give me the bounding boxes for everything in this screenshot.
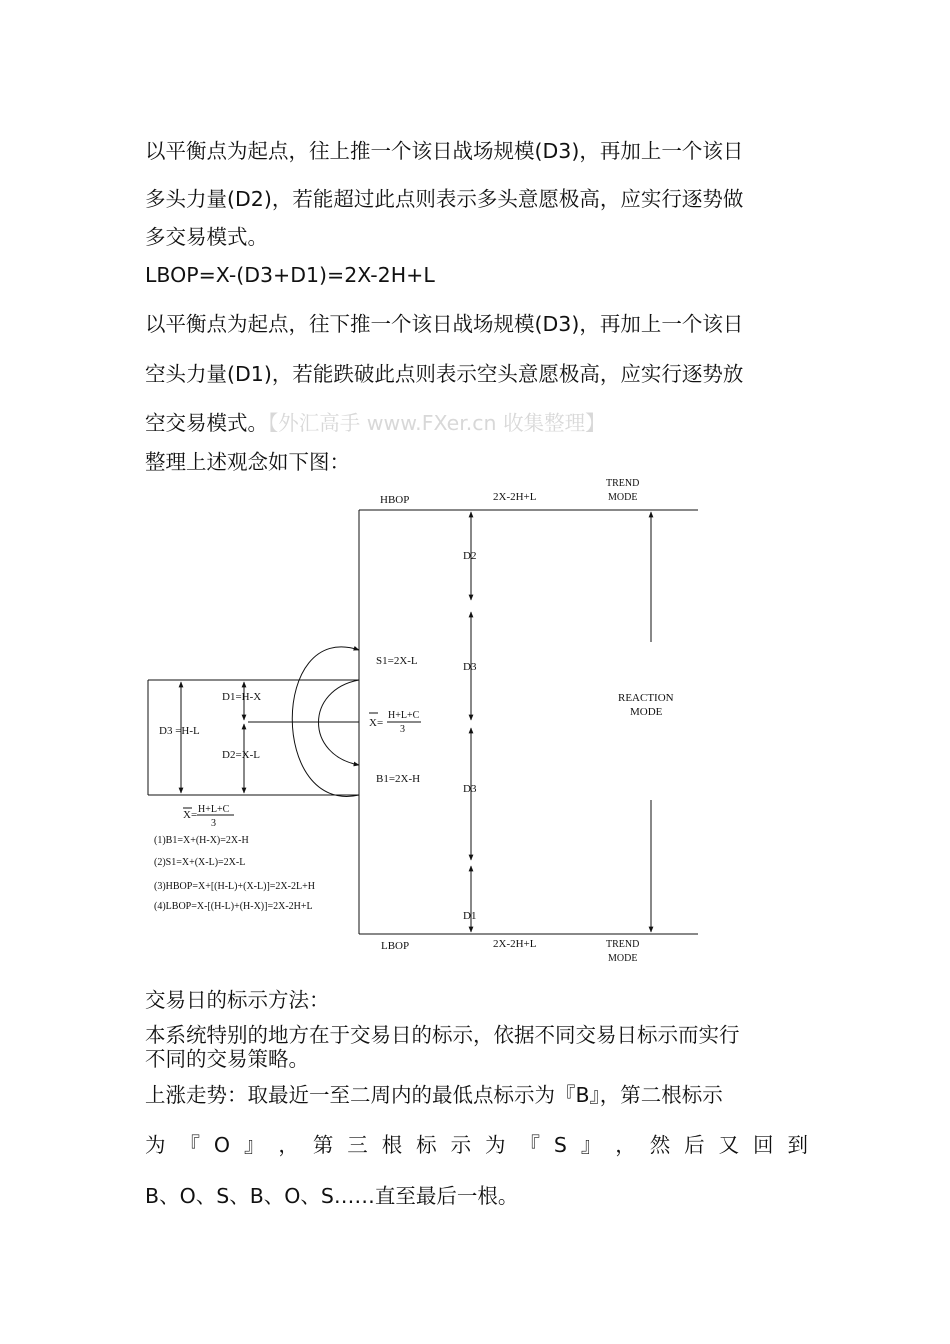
char: ，: [615, 1133, 636, 1157]
char: 后: [684, 1133, 705, 1157]
char: 根: [381, 1133, 403, 1157]
char: 然: [649, 1133, 671, 1157]
d1-center-label: D1: [463, 910, 477, 922]
paragraph-line: 多头力量(D2)，若能超过此点则表示多头意愿极高，应实行逐势做: [145, 187, 744, 211]
paragraph-line: 以平衡点为起点，往上推一个该日战场规模(D3)，再加上一个该日: [145, 139, 744, 163]
xbar-numerator: H+L+C: [388, 710, 420, 721]
d3-left-label: D3 =H-L: [159, 725, 200, 737]
trend-mode-bottom-line2: MODE: [608, 953, 638, 964]
char: 回: [753, 1133, 774, 1157]
char: O: [213, 1133, 231, 1157]
reaction-mode-line1: REACTION: [618, 692, 674, 704]
xbar-left-symbol: X=: [183, 809, 198, 821]
char: 『: [179, 1133, 200, 1157]
paragraph-line: 多交易模式。: [145, 225, 268, 249]
char: 为: [485, 1133, 506, 1157]
paragraph-line: 空头力量(D1)，若能跌破此点则表示空头意愿极高，应实行逐势放: [145, 362, 744, 386]
paragraph-line: 上涨走势：取最近一至二周内的最低点标示为『B』，第二根标示: [145, 1083, 723, 1107]
section-title: 交易日的标示方法：: [145, 988, 330, 1012]
xbar-left-denominator: 3: [211, 818, 216, 829]
hbop-label: HBOP: [380, 494, 410, 506]
d1-left-label: D1=H-X: [222, 691, 262, 703]
xbar-left-numerator: H+L+C: [198, 804, 230, 815]
char: 为: [145, 1133, 166, 1157]
char: 『: [519, 1133, 540, 1157]
d2-center-label: D2: [463, 550, 477, 562]
formula-2: (2)S1=X+(X-L)=2X-L: [154, 857, 246, 868]
char: 到: [787, 1133, 808, 1157]
char: S: [553, 1133, 567, 1157]
char: 示: [450, 1133, 472, 1157]
top-value-label: 2X-2H+L: [493, 491, 537, 503]
formula-4: (4)LBOP=X-[(H-L)+(H-X)]=2X-2H+L: [154, 901, 313, 912]
xbar-denominator: 3: [400, 724, 405, 735]
formula-3: (3)HBOP=X+[(H-L)+(X-L)]=2X-2L+H: [154, 881, 315, 892]
b1-label: B1=2X-H: [376, 773, 421, 785]
char: 第: [312, 1133, 334, 1157]
paragraph-line: 以平衡点为起点，往下推一个该日战场规模(D3)，再加上一个该日: [145, 312, 744, 336]
trend-mode-bottom-line1: TREND: [606, 939, 640, 950]
watermark: 【外汇高手 www.FXer.cn 收集整理】: [268, 411, 606, 435]
d2-left-label: D2=X-L: [222, 749, 260, 761]
justified-line: [145, 1132, 808, 1158]
char: ，: [278, 1133, 299, 1157]
formula-1: (1)B1=X+(H-X)=2X-H: [154, 835, 249, 846]
paragraph-line: 本系统特别的地方在于交易日的标示，依据不同交易日标示而实行: [145, 1023, 740, 1047]
paragraph-line: 不同的交易策略。: [145, 1047, 309, 1071]
paragraph-line: B、O、S、B、O、S……直至最后一根。: [145, 1184, 519, 1208]
s1-label: S1=2X-L: [376, 655, 418, 667]
char: 三: [347, 1133, 368, 1157]
diagram-intro: 整理上述观念如下图：: [145, 450, 350, 474]
char: 』: [243, 1133, 265, 1157]
trend-mode-top-line2: MODE: [608, 492, 638, 503]
formula-line: LBOP=X-(D3+D1)=2X-2H+L: [145, 263, 435, 287]
lbop-label: LBOP: [381, 940, 410, 952]
d3-lower-label: D3: [463, 783, 477, 795]
reaction-mode-line2: MODE: [630, 706, 663, 718]
paragraph-text: 空交易模式。: [145, 411, 268, 435]
char: 又: [718, 1133, 740, 1157]
bottom-value-label: 2X-2H+L: [493, 938, 537, 950]
trend-mode-top-line1: TREND: [606, 478, 640, 489]
char: 』: [580, 1133, 602, 1157]
char: 标: [416, 1133, 437, 1157]
d3-upper-label: D3: [463, 661, 477, 673]
xbar-symbol: X=: [369, 717, 384, 729]
